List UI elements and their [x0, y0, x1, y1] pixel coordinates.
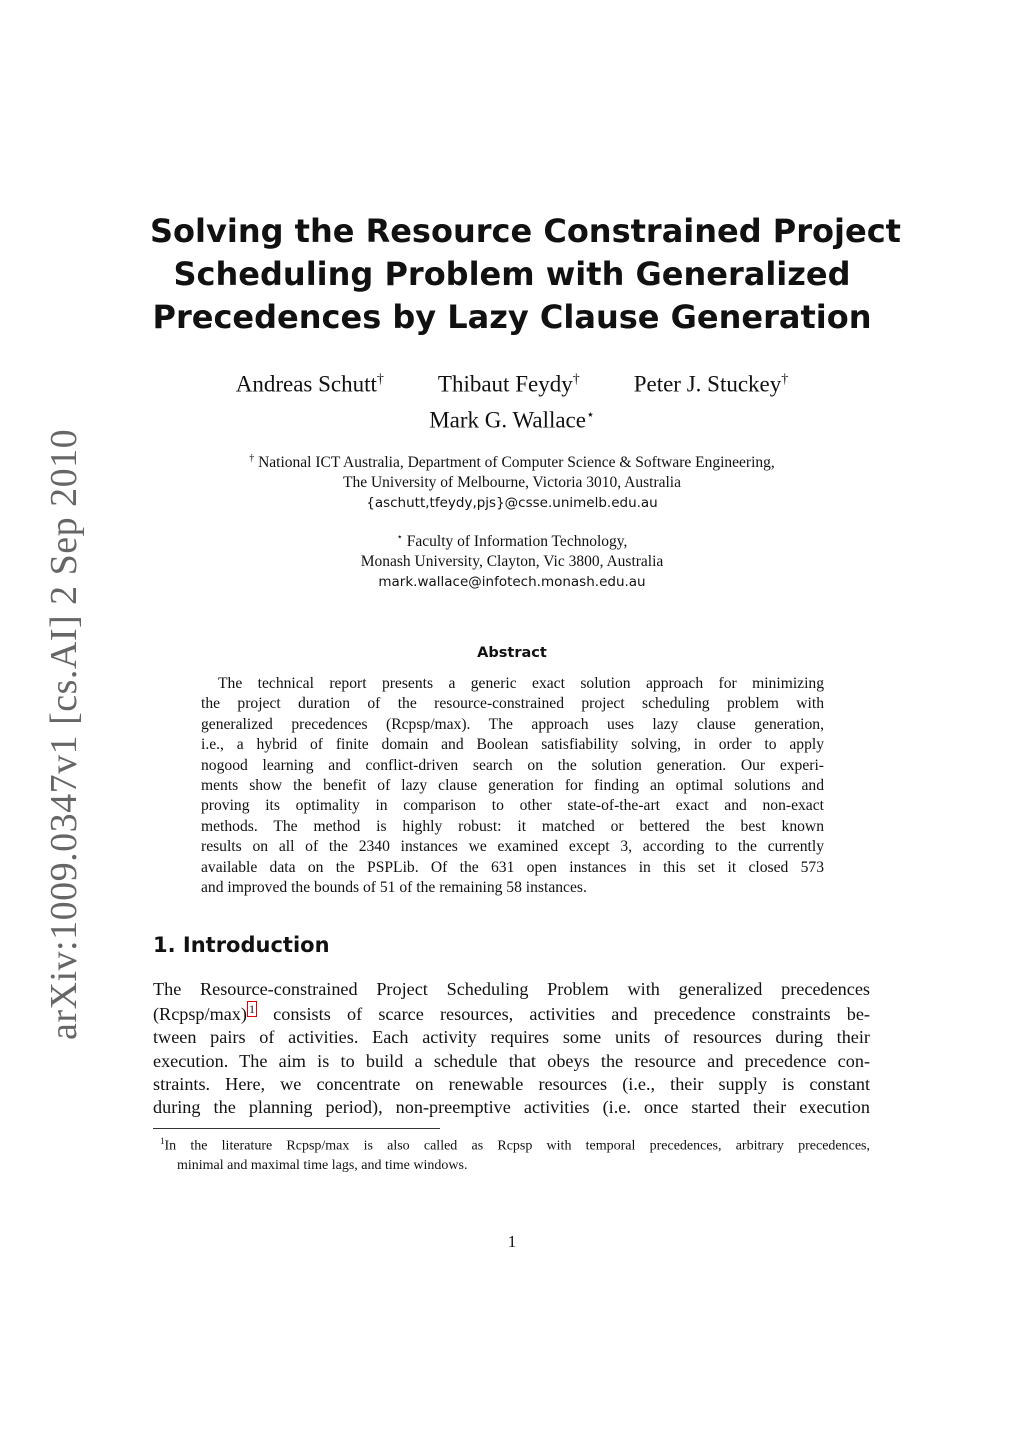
title-line: Solving the Resource Constrained Project: [150, 212, 901, 250]
email-address: {aschutt,tfeydy,pjs}@csse.unimelb.edu.au: [366, 495, 658, 512]
body-line: execution. The aim is to build a schedule that obeys the resource and precedence con-: [153, 1050, 870, 1071]
abstract-line: results on all of the 2340 instances we examined except 3, according to the currently: [201, 838, 824, 856]
footnote-line: minimal and maximal time lags, and time windows.: [177, 1158, 468, 1174]
page-number: 1: [507, 1232, 517, 1251]
abstract-line: methods. The method is highly robust: it matched or bettered the best known: [201, 817, 824, 835]
abstract-line: i.e., a hybrid of finite domain and Boolean satisfiability solving, in order to apply: [201, 736, 824, 754]
section-heading-introduction: 1. Introduction: [153, 933, 330, 957]
abstract-line: proving its optimality in comparison to other state-of-the-art exact and non-exact: [201, 797, 824, 815]
body-line: tween pairs of activities. Each activity requires some units of resources during their: [153, 1027, 870, 1048]
affiliation-melbourne: † National ICT Australia, Department of Computer Science & Software Engineering, The University of Melbourne, Victoria 3010, Australia {aschutt,tfeydy,pjs}@csse.unimelb.edu.au: [150, 449, 874, 513]
author: Andreas Schutt†: [235, 371, 384, 397]
title-line: Scheduling Problem with Generalized: [173, 255, 851, 293]
footnote-divider: [153, 1128, 440, 1129]
body-line: The Resource-constrained Project Scheduling Problem with generalized precedences: [153, 979, 870, 999]
footnote: [160, 1132, 870, 1176]
introduction-body: [153, 978, 870, 1119]
body-line: during the planning period), non-preemptive activities (i.e. once started their execution: [153, 1097, 870, 1118]
body-line: straints. Here, we concentrate on renewable resources (i.e., their supply is constant: [153, 1073, 870, 1094]
paper-title: [150, 210, 901, 339]
abstract-heading: Abstract: [477, 645, 547, 661]
affiliation-monash: ⋆ Faculty of Information Technology, Monash University, Clayton, Vic 3800, Australia mark.wallace@infotech.monash.edu.au: [150, 528, 874, 592]
abstract-line: The technical report presents a generic exact solution approach for minimizing: [218, 675, 824, 692]
author: Thibaut Feydy†: [437, 371, 580, 397]
body-line: (Rcpsp/max) 1 consists of scarce resources, activities and precedence constraints be-: [153, 1002, 870, 1025]
title-line: Precedences by Lazy Clause Generation: [152, 298, 872, 336]
abstract-line: ments show the benefit of lazy clause generation for finding an optimal solutions and: [201, 777, 824, 795]
abstract-body: [201, 674, 824, 898]
author: Peter J. Stuckey†: [633, 371, 789, 397]
abstract-line: the project duration of the resource-constrained project scheduling problem with: [201, 695, 824, 713]
footnote-reference-link[interactable]: 1: [248, 1002, 255, 1017]
footnote-line: $^1$In the literature Rcpsp/max is also called as Rcpsp with temporal precedences, arbitrary precedences,: [160, 1136, 870, 1154]
abstract-line: nogood learning and conflict-driven search on the solution generation. Our experi-: [201, 756, 824, 774]
abstract-line: and improved the bounds of 51 of the remaining 58 instances.: [201, 879, 587, 897]
author: Mark G. Wallace⋆: [429, 407, 595, 433]
email-address: mark.wallace@infotech.monash.edu.au: [378, 574, 646, 591]
arxiv-identifier-stamp: arXiv:1009.0347v1 [cs.AI] 2 Sep 2010: [43, 428, 85, 1040]
author-list: [150, 364, 874, 435]
abstract-line: generalized precedences (Rcpsp/max). The approach uses lazy clause generation,: [201, 715, 824, 733]
abstract-line: available data on the PSPLib. Of the 631 open instances in this set it closed 573: [201, 858, 824, 876]
